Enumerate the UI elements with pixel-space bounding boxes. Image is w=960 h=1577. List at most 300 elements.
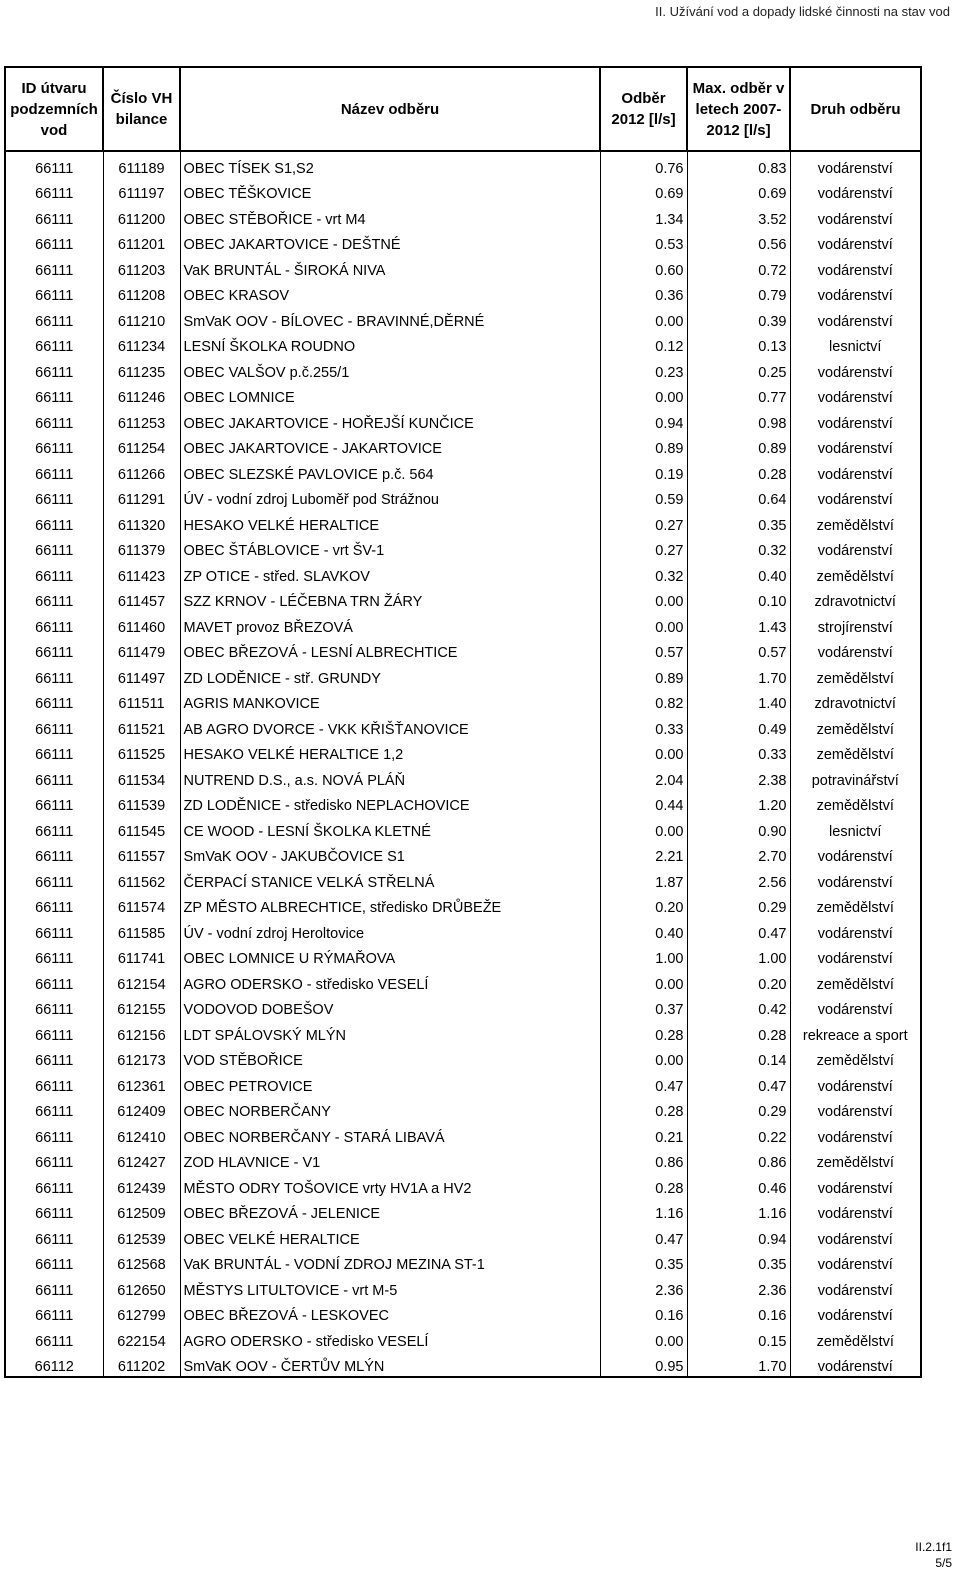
cell-max-abstraction: 1.40 [687, 688, 790, 714]
cell-aquifer-id: 66111 [5, 713, 103, 739]
cell-balance-number: 611562 [103, 866, 180, 892]
cell-abstraction-type: zemědělství [790, 968, 921, 994]
cell-abstraction-type: zdravotnictví [790, 688, 921, 714]
cell-abstraction-type: vodárenství [790, 1096, 921, 1122]
table-row [5, 611, 921, 637]
cell-aquifer-id: 66111 [5, 1070, 103, 1096]
cell-balance-number: 612173 [103, 1045, 180, 1071]
cell-max-abstraction: 0.94 [687, 1223, 790, 1249]
cell-abstraction-type: vodárenství [790, 841, 921, 867]
cell-aquifer-id: 66111 [5, 280, 103, 306]
cell-abstraction-2012: 0.82 [600, 688, 687, 714]
cell-abstraction-type: vodárenství [790, 1172, 921, 1198]
cell-abstraction-name: OBEC JAKARTOVICE - DEŠTNÉ [180, 229, 600, 255]
cell-max-abstraction: 1.70 [687, 1351, 790, 1378]
table-row [5, 407, 921, 433]
cell-abstraction-2012: 0.00 [600, 1325, 687, 1351]
cell-max-abstraction: 0.16 [687, 1300, 790, 1326]
cell-abstraction-2012: 0.35 [600, 1249, 687, 1275]
cell-abstraction-name: ZP OTICE - střed. SLAVKOV [180, 560, 600, 586]
cell-abstraction-2012: 0.36 [600, 280, 687, 306]
cell-max-abstraction: 0.56 [687, 229, 790, 255]
cell-abstraction-2012: 0.76 [600, 151, 687, 178]
table-row [5, 229, 921, 255]
col-header-aquifer-id: ID útvaru podzemních vod [5, 67, 103, 151]
cell-balance-number: 611291 [103, 484, 180, 510]
cell-max-abstraction: 0.35 [687, 1249, 790, 1275]
cell-abstraction-2012: 0.20 [600, 892, 687, 918]
table-row [5, 254, 921, 280]
table-row [5, 790, 921, 816]
cell-abstraction-type: zemědělství [790, 662, 921, 688]
table-row [5, 637, 921, 663]
cell-abstraction-type: vodárenství [790, 1121, 921, 1147]
cell-abstraction-2012: 0.44 [600, 790, 687, 816]
cell-aquifer-id: 66112 [5, 1351, 103, 1378]
cell-aquifer-id: 66111 [5, 841, 103, 867]
cell-aquifer-id: 66111 [5, 229, 103, 255]
cell-max-abstraction: 0.20 [687, 968, 790, 994]
cell-max-abstraction: 2.38 [687, 764, 790, 790]
cell-abstraction-name: HESAKO VELKÉ HERALTICE 1,2 [180, 739, 600, 765]
table-row [5, 560, 921, 586]
cell-abstraction-2012: 0.32 [600, 560, 687, 586]
cell-abstraction-name: LESNÍ ŠKOLKA ROUDNO [180, 331, 600, 357]
cell-aquifer-id: 66111 [5, 662, 103, 688]
cell-max-abstraction: 0.49 [687, 713, 790, 739]
cell-abstraction-2012: 0.27 [600, 535, 687, 561]
cell-abstraction-2012: 0.12 [600, 331, 687, 357]
table-row [5, 178, 921, 204]
cell-abstraction-2012: 0.95 [600, 1351, 687, 1378]
table-row [5, 151, 921, 178]
cell-max-abstraction: 0.89 [687, 433, 790, 459]
cell-max-abstraction: 2.36 [687, 1274, 790, 1300]
cell-aquifer-id: 66111 [5, 407, 103, 433]
cell-balance-number: 612799 [103, 1300, 180, 1326]
cell-abstraction-2012: 0.89 [600, 433, 687, 459]
cell-aquifer-id: 66111 [5, 1172, 103, 1198]
cell-abstraction-2012: 0.00 [600, 305, 687, 331]
cell-balance-number: 611234 [103, 331, 180, 357]
cell-balance-number: 611266 [103, 458, 180, 484]
cell-balance-number: 611208 [103, 280, 180, 306]
cell-abstraction-type: vodárenství [790, 1300, 921, 1326]
cell-abstraction-2012: 0.27 [600, 509, 687, 535]
cell-abstraction-type: strojírenství [790, 611, 921, 637]
cell-abstraction-name: OBEC TĚŠKOVICE [180, 178, 600, 204]
table-row [5, 662, 921, 688]
cell-abstraction-name: OBEC LOMNICE U RÝMAŘOVA [180, 943, 600, 969]
cell-balance-number: 611189 [103, 151, 180, 178]
cell-abstraction-type: vodárenství [790, 305, 921, 331]
cell-balance-number: 611741 [103, 943, 180, 969]
cell-aquifer-id: 66111 [5, 433, 103, 459]
cell-aquifer-id: 66111 [5, 382, 103, 408]
cell-aquifer-id: 66111 [5, 1045, 103, 1071]
cell-abstraction-type: zemědělství [790, 1045, 921, 1071]
cell-abstraction-2012: 0.00 [600, 1045, 687, 1071]
cell-abstraction-2012: 0.19 [600, 458, 687, 484]
table-row [5, 382, 921, 408]
cell-abstraction-2012: 2.21 [600, 841, 687, 867]
cell-aquifer-id: 66111 [5, 356, 103, 382]
cell-abstraction-2012: 0.37 [600, 994, 687, 1020]
cell-aquifer-id: 66111 [5, 1300, 103, 1326]
cell-aquifer-id: 66111 [5, 1198, 103, 1224]
cell-abstraction-name: MAVET provoz BŘEZOVÁ [180, 611, 600, 637]
cell-abstraction-name: OBEC NORBERČANY - STARÁ LIBAVÁ [180, 1121, 600, 1147]
cell-aquifer-id: 66111 [5, 764, 103, 790]
cell-balance-number: 611545 [103, 815, 180, 841]
cell-abstraction-type: vodárenství [790, 1274, 921, 1300]
cell-abstraction-name: ÚV - vodní zdroj Luboměř pod Strážnou [180, 484, 600, 510]
cell-abstraction-2012: 0.57 [600, 637, 687, 663]
cell-abstraction-type: vodárenství [790, 254, 921, 280]
cell-abstraction-name: VaK BRUNTÁL - ŠIROKÁ NIVA [180, 254, 600, 280]
cell-max-abstraction: 0.98 [687, 407, 790, 433]
cell-aquifer-id: 66111 [5, 458, 103, 484]
cell-max-abstraction: 2.56 [687, 866, 790, 892]
cell-balance-number: 612410 [103, 1121, 180, 1147]
col-header-abstraction-type: Druh odběru [790, 67, 921, 151]
table-row [5, 458, 921, 484]
cell-abstraction-name: OBEC BŘEZOVÁ - JELENICE [180, 1198, 600, 1224]
table-row [5, 1019, 921, 1045]
table-row [5, 1045, 921, 1071]
cell-balance-number: 611521 [103, 713, 180, 739]
cell-aquifer-id: 66111 [5, 815, 103, 841]
cell-aquifer-id: 66111 [5, 611, 103, 637]
cell-abstraction-2012: 1.00 [600, 943, 687, 969]
water-abstraction-table [4, 66, 922, 1378]
cell-abstraction-type: vodárenství [790, 1070, 921, 1096]
cell-abstraction-2012: 2.36 [600, 1274, 687, 1300]
cell-abstraction-type: lesnictví [790, 331, 921, 357]
cell-max-abstraction: 0.72 [687, 254, 790, 280]
cell-aquifer-id: 66111 [5, 739, 103, 765]
cell-max-abstraction: 0.32 [687, 535, 790, 561]
cell-abstraction-2012: 0.40 [600, 917, 687, 943]
cell-abstraction-2012: 0.23 [600, 356, 687, 382]
table-row [5, 917, 921, 943]
cell-abstraction-type: vodárenství [790, 178, 921, 204]
document-code: II.2.1f1 [915, 1540, 952, 1554]
cell-abstraction-2012: 0.89 [600, 662, 687, 688]
cell-aquifer-id: 66111 [5, 535, 103, 561]
table-row [5, 484, 921, 510]
cell-abstraction-name: ÚV - vodní zdroj Heroltovice [180, 917, 600, 943]
table-row [5, 764, 921, 790]
cell-max-abstraction: 1.43 [687, 611, 790, 637]
cell-max-abstraction: 0.46 [687, 1172, 790, 1198]
cell-abstraction-type: zemědělství [790, 892, 921, 918]
page-footer [915, 1539, 952, 1571]
cell-balance-number: 611511 [103, 688, 180, 714]
table-row [5, 943, 921, 969]
cell-abstraction-type: vodárenství [790, 1249, 921, 1275]
cell-abstraction-name: OBEC JAKARTOVICE - JAKARTOVICE [180, 433, 600, 459]
cell-abstraction-2012: 0.47 [600, 1070, 687, 1096]
cell-max-abstraction: 0.29 [687, 1096, 790, 1122]
cell-abstraction-name: NUTREND D.S., a.s. NOVÁ PLÁŇ [180, 764, 600, 790]
cell-abstraction-2012: 0.33 [600, 713, 687, 739]
cell-max-abstraction: 0.69 [687, 178, 790, 204]
table-row [5, 1070, 921, 1096]
cell-abstraction-name: SmVaK OOV - JAKUBČOVICE S1 [180, 841, 600, 867]
table-row [5, 739, 921, 765]
cell-abstraction-type: vodárenství [790, 637, 921, 663]
cell-balance-number: 611557 [103, 841, 180, 867]
cell-abstraction-name: CE WOOD - LESNÍ ŠKOLKA KLETNÉ [180, 815, 600, 841]
cell-abstraction-name: SZZ KRNOV - LÉČEBNA TRN ŽÁRY [180, 586, 600, 612]
cell-balance-number: 622154 [103, 1325, 180, 1351]
cell-max-abstraction: 0.29 [687, 892, 790, 918]
cell-aquifer-id: 66111 [5, 203, 103, 229]
cell-balance-number: 612509 [103, 1198, 180, 1224]
cell-abstraction-type: vodárenství [790, 535, 921, 561]
cell-max-abstraction: 0.25 [687, 356, 790, 382]
cell-abstraction-type: vodárenství [790, 382, 921, 408]
cell-max-abstraction: 0.83 [687, 151, 790, 178]
cell-balance-number: 611497 [103, 662, 180, 688]
cell-max-abstraction: 0.40 [687, 560, 790, 586]
cell-max-abstraction: 1.70 [687, 662, 790, 688]
cell-balance-number: 611202 [103, 1351, 180, 1378]
cell-max-abstraction: 0.79 [687, 280, 790, 306]
cell-abstraction-name: OBEC STĚBOŘICE - vrt M4 [180, 203, 600, 229]
cell-abstraction-2012: 0.00 [600, 611, 687, 637]
cell-max-abstraction: 3.52 [687, 203, 790, 229]
cell-aquifer-id: 66111 [5, 1019, 103, 1045]
cell-abstraction-2012: 0.94 [600, 407, 687, 433]
page-number: 5/5 [935, 1556, 952, 1570]
cell-abstraction-name: OBEC VELKÉ HERALTICE [180, 1223, 600, 1249]
cell-balance-number: 611423 [103, 560, 180, 586]
cell-abstraction-name: VODOVOD DOBEŠOV [180, 994, 600, 1020]
cell-balance-number: 612650 [103, 1274, 180, 1300]
cell-abstraction-type: zemědělství [790, 790, 921, 816]
cell-abstraction-name: VaK BRUNTÁL - VODNÍ ZDROJ MEZINA ST-1 [180, 1249, 600, 1275]
cell-aquifer-id: 66111 [5, 637, 103, 663]
cell-aquifer-id: 66111 [5, 866, 103, 892]
cell-abstraction-name: MĚSTYS LITULTOVICE - vrt M-5 [180, 1274, 600, 1300]
cell-balance-number: 612156 [103, 1019, 180, 1045]
cell-abstraction-2012: 1.16 [600, 1198, 687, 1224]
page-header-title: II. Užívání vod a dopady lidské činnosti na stav vod [655, 4, 950, 19]
table-row [5, 1172, 921, 1198]
table-row [5, 1147, 921, 1173]
col-header-abstraction-2012: Odběr 2012 [l/s] [600, 67, 687, 151]
cell-balance-number: 612539 [103, 1223, 180, 1249]
cell-abstraction-2012: 0.28 [600, 1019, 687, 1045]
cell-aquifer-id: 66111 [5, 688, 103, 714]
cell-max-abstraction: 1.16 [687, 1198, 790, 1224]
table-row [5, 1325, 921, 1351]
cell-abstraction-name: HESAKO VELKÉ HERALTICE [180, 509, 600, 535]
cell-abstraction-type: vodárenství [790, 151, 921, 178]
cell-abstraction-name: OBEC SLEZSKÉ PAVLOVICE p.č. 564 [180, 458, 600, 484]
cell-abstraction-2012: 0.59 [600, 484, 687, 510]
cell-aquifer-id: 66111 [5, 917, 103, 943]
cell-abstraction-name: SmVaK OOV - ČERTŮV MLÝN [180, 1351, 600, 1378]
cell-abstraction-name: OBEC NORBERČANY [180, 1096, 600, 1122]
cell-abstraction-2012: 1.34 [600, 203, 687, 229]
cell-abstraction-name: ZOD HLAVNICE - V1 [180, 1147, 600, 1173]
table-row [5, 331, 921, 357]
cell-aquifer-id: 66111 [5, 1274, 103, 1300]
table-row [5, 305, 921, 331]
cell-abstraction-type: zemědělství [790, 713, 921, 739]
cell-balance-number: 611457 [103, 586, 180, 612]
cell-balance-number: 611253 [103, 407, 180, 433]
cell-max-abstraction: 0.86 [687, 1147, 790, 1173]
cell-aquifer-id: 66111 [5, 1147, 103, 1173]
cell-abstraction-type: vodárenství [790, 229, 921, 255]
cell-max-abstraction: 1.00 [687, 943, 790, 969]
cell-aquifer-id: 66111 [5, 484, 103, 510]
cell-max-abstraction: 0.13 [687, 331, 790, 357]
cell-abstraction-type: zdravotnictví [790, 586, 921, 612]
cell-abstraction-type: zemědělství [790, 560, 921, 586]
cell-abstraction-type: potravinářství [790, 764, 921, 790]
cell-abstraction-type: vodárenství [790, 280, 921, 306]
table-row [5, 203, 921, 229]
table-row [5, 356, 921, 382]
cell-abstraction-2012: 0.47 [600, 1223, 687, 1249]
cell-balance-number: 611254 [103, 433, 180, 459]
table-row [5, 433, 921, 459]
cell-max-abstraction: 0.57 [687, 637, 790, 663]
cell-max-abstraction: 0.42 [687, 994, 790, 1020]
cell-abstraction-name: ZD LODĚNICE - stř. GRUNDY [180, 662, 600, 688]
cell-max-abstraction: 0.35 [687, 509, 790, 535]
cell-balance-number: 611525 [103, 739, 180, 765]
cell-abstraction-2012: 0.00 [600, 739, 687, 765]
table-row [5, 688, 921, 714]
cell-abstraction-2012: 0.21 [600, 1121, 687, 1147]
cell-abstraction-2012: 0.00 [600, 968, 687, 994]
cell-aquifer-id: 66111 [5, 178, 103, 204]
cell-aquifer-id: 66111 [5, 254, 103, 280]
cell-aquifer-id: 66111 [5, 331, 103, 357]
cell-abstraction-name: SmVaK OOV - BÍLOVEC - BRAVINNÉ,DĚRNÉ [180, 305, 600, 331]
cell-balance-number: 611379 [103, 535, 180, 561]
cell-max-abstraction: 0.90 [687, 815, 790, 841]
cell-max-abstraction: 1.20 [687, 790, 790, 816]
cell-aquifer-id: 66111 [5, 151, 103, 178]
cell-abstraction-type: vodárenství [790, 203, 921, 229]
table-row [5, 994, 921, 1020]
table-row [5, 509, 921, 535]
cell-abstraction-name: OBEC LOMNICE [180, 382, 600, 408]
cell-abstraction-name: AGRIS MANKOVICE [180, 688, 600, 714]
table-row [5, 866, 921, 892]
cell-max-abstraction: 0.15 [687, 1325, 790, 1351]
table-row [5, 841, 921, 867]
cell-abstraction-type: vodárenství [790, 1198, 921, 1224]
cell-aquifer-id: 66111 [5, 1325, 103, 1351]
table-row [5, 815, 921, 841]
cell-balance-number: 612568 [103, 1249, 180, 1275]
cell-abstraction-type: zemědělství [790, 1325, 921, 1351]
cell-max-abstraction: 2.70 [687, 841, 790, 867]
cell-abstraction-name: OBEC KRASOV [180, 280, 600, 306]
cell-aquifer-id: 66111 [5, 1096, 103, 1122]
table-row [5, 586, 921, 612]
cell-max-abstraction: 0.77 [687, 382, 790, 408]
cell-balance-number: 612439 [103, 1172, 180, 1198]
cell-aquifer-id: 66111 [5, 892, 103, 918]
cell-balance-number: 612427 [103, 1147, 180, 1173]
cell-aquifer-id: 66111 [5, 790, 103, 816]
col-header-max-abstraction: Max. odběr v letech 2007-2012 [l/s] [687, 67, 790, 151]
cell-abstraction-2012: 0.69 [600, 178, 687, 204]
cell-max-abstraction: 0.10 [687, 586, 790, 612]
cell-balance-number: 612154 [103, 968, 180, 994]
cell-max-abstraction: 0.28 [687, 458, 790, 484]
cell-balance-number: 611539 [103, 790, 180, 816]
table-row [5, 1121, 921, 1147]
cell-balance-number: 612361 [103, 1070, 180, 1096]
cell-abstraction-name: AGRO ODERSKO - středisko VESELÍ [180, 1325, 600, 1351]
cell-max-abstraction: 0.47 [687, 917, 790, 943]
cell-abstraction-name: OBEC ŠTÁBLOVICE - vrt ŠV-1 [180, 535, 600, 561]
cell-abstraction-name: AB AGRO DVORCE - VKK KŘIŠŤANOVICE [180, 713, 600, 739]
table-row [5, 713, 921, 739]
cell-aquifer-id: 66111 [5, 994, 103, 1020]
cell-abstraction-type: zemědělství [790, 1147, 921, 1173]
cell-abstraction-type: vodárenství [790, 407, 921, 433]
cell-abstraction-2012: 0.16 [600, 1300, 687, 1326]
cell-max-abstraction: 0.39 [687, 305, 790, 331]
table-row [5, 280, 921, 306]
cell-abstraction-type: vodárenství [790, 458, 921, 484]
cell-abstraction-2012: 0.00 [600, 382, 687, 408]
cell-balance-number: 611534 [103, 764, 180, 790]
table-row [5, 1351, 921, 1378]
cell-abstraction-name: ČERPACÍ STANICE VELKÁ STŘELNÁ [180, 866, 600, 892]
table-row [5, 1198, 921, 1224]
cell-abstraction-type: vodárenství [790, 1223, 921, 1249]
cell-abstraction-name: MĚSTO ODRY TOŠOVICE vrty HV1A a HV2 [180, 1172, 600, 1198]
table-row [5, 892, 921, 918]
cell-abstraction-type: rekreace a sport [790, 1019, 921, 1045]
cell-balance-number: 611574 [103, 892, 180, 918]
cell-abstraction-name: LDT SPÁLOVSKÝ MLÝN [180, 1019, 600, 1045]
cell-balance-number: 611585 [103, 917, 180, 943]
table-header-row [5, 67, 921, 151]
cell-aquifer-id: 66111 [5, 1223, 103, 1249]
col-header-balance-number: Číslo VH bilance [103, 67, 180, 151]
cell-abstraction-2012: 0.28 [600, 1172, 687, 1198]
cell-abstraction-2012: 1.87 [600, 866, 687, 892]
table-row [5, 1096, 921, 1122]
cell-abstraction-type: lesnictví [790, 815, 921, 841]
cell-abstraction-name: ZP MĚSTO ALBRECHTICE, středisko DRŮBEŽE [180, 892, 600, 918]
cell-abstraction-type: vodárenství [790, 484, 921, 510]
cell-abstraction-2012: 0.00 [600, 586, 687, 612]
cell-balance-number: 611246 [103, 382, 180, 408]
cell-aquifer-id: 66111 [5, 586, 103, 612]
cell-max-abstraction: 0.64 [687, 484, 790, 510]
cell-abstraction-name: OBEC BŘEZOVÁ - LESKOVEC [180, 1300, 600, 1326]
cell-balance-number: 612155 [103, 994, 180, 1020]
cell-aquifer-id: 66111 [5, 560, 103, 586]
cell-abstraction-2012: 0.53 [600, 229, 687, 255]
cell-abstraction-2012: 0.60 [600, 254, 687, 280]
cell-abstraction-2012: 0.00 [600, 815, 687, 841]
